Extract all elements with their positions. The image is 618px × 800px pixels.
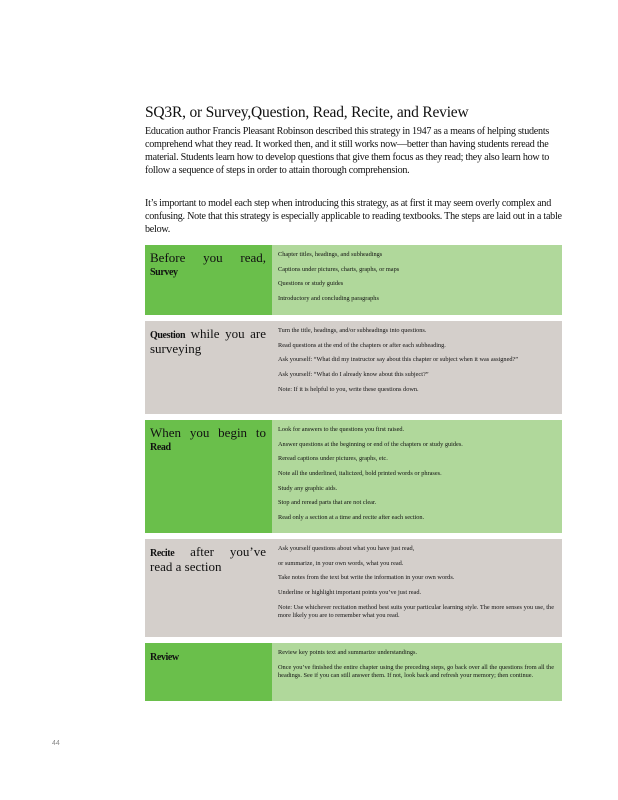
step-label-text: When you begin to <box>150 425 266 440</box>
step-item: Stop and reread parts that are not clear. <box>278 499 377 507</box>
step-item: Introductory and concluding paragraphs <box>278 295 379 303</box>
page-title: SQ3R, or Survey,Question, Read, Recite, and Review <box>145 104 469 121</box>
step-item: Once you’ve finished the entire chapter using the preceding steps, go back over all the questions from all the headings. See if you can still answer them. If not, look back and refresh your memory; then continue. <box>278 663 554 679</box>
step-item: Ask yourself: “What do I already know about this subject?” <box>278 371 429 379</box>
step-item: Review key points text and summarize understandings. <box>278 648 418 656</box>
step-label-text: after you’ve read a section <box>150 543 266 574</box>
step-item: Read only a section at a time and recite after each section. <box>278 514 425 522</box>
step-content-cell <box>272 321 562 414</box>
step-content-cell <box>272 420 562 533</box>
step-row-recite <box>145 539 562 637</box>
step-item: Reread captions under pictures, graphs, etc. <box>278 455 388 463</box>
step-row-survey <box>145 245 562 315</box>
step-label-cell <box>145 245 272 315</box>
step-item: Take notes from the text but write the information in your own words. <box>278 574 455 582</box>
step-label-cell <box>145 420 272 533</box>
step-item: Note all the underlined, italicized, bold printed words or phrases. <box>278 470 442 478</box>
step-item: or summarize, in your own words, what you read. <box>278 559 404 567</box>
step-content-cell <box>272 643 562 701</box>
step-name: Question <box>150 330 186 341</box>
step-item: Note: If it is helpful to you, write these questions down. <box>278 385 419 393</box>
step-label-cell <box>145 321 272 414</box>
step-name: Review <box>150 651 179 663</box>
step-content-cell <box>272 245 562 315</box>
sq3r-steps-table <box>145 245 562 701</box>
intro-paragraph: Education author Francis Pleasant Robinson described this strategy in 1947 as a means of helping students comprehend what they read. It worked then, and it still works now—better than having students reread the material. Students learn how to develop questions that give them focus as they read; they also learn how to follow a sequence of steps in order to attain thorough comprehension. <box>145 126 550 176</box>
step-item: Answer questions at the beginning or end of the chapters or study guides. <box>278 440 463 448</box>
step-item: Ask yourself: “What did my instructor say about this chapter or subject when it was assigned?” <box>278 356 519 364</box>
step-name: Read <box>150 442 171 453</box>
step-name: Survey <box>150 267 178 278</box>
step-item: Read questions at the end of the chapters or after each subheading. <box>278 341 446 349</box>
step-item: Note: Use whichever recitation method best suits your particular learning style. The more senses you use, the more likely you are to remember what you read. <box>278 603 554 619</box>
step-item: Underline or highlight important points you’ve just read. <box>278 588 422 596</box>
step-item: Chapter titles, headings, and subheadings <box>278 251 383 258</box>
step-name: Recite <box>150 547 175 559</box>
step-item: Ask yourself questions about what you have just read, <box>278 544 415 552</box>
instruction-paragraph: It’s important to model each step when introducing this strategy, as at first it may seem overly complex and confusing. Note that this strategy is especially applicable to reading textbooks. The steps are laid out in a table below. <box>145 198 562 235</box>
step-label-cell <box>145 643 272 701</box>
step-label-text: Before you read, <box>150 250 266 265</box>
step-item: Look for answers to the questions you first raised. <box>278 426 405 433</box>
step-content-cell <box>272 539 562 637</box>
step-item: Captions under pictures, charts, graphs, or maps <box>278 265 400 273</box>
step-item: Turn the title, headings, and/or subheadings into questions. <box>278 327 427 334</box>
step-row-review <box>145 643 562 701</box>
step-item: Study any graphic aids. <box>278 484 338 492</box>
step-label-cell <box>145 539 272 637</box>
step-row-read <box>145 420 562 533</box>
step-row-question <box>145 321 562 414</box>
step-label-text: while you are surveying <box>150 326 266 356</box>
step-item: Questions or study guides <box>278 280 344 288</box>
page-number: 44 <box>52 740 60 747</box>
